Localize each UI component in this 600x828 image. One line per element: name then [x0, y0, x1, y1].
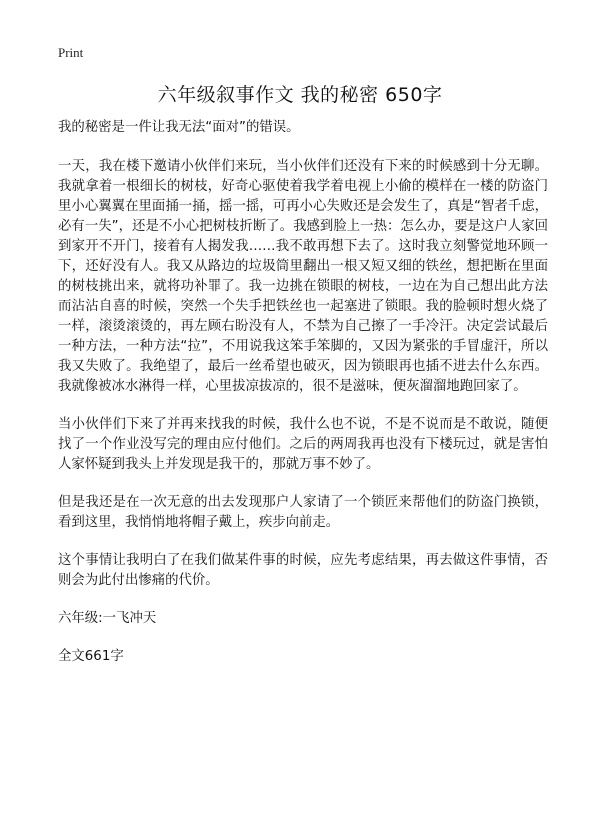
- paragraph-story: 一天，我在楼下邀请小伙伴们来玩，当小伙伴们还没有下来的时候感到十分无聊。我就拿着一根细长的树枝，好奇心驱使着我学着电视上小偷的模样在一楼的防盗门里小心翼翼在里面捅一捅，摇一摇，可再小心失败还是会发生了，真是“智者千虑，必有一失”，还是不小心把树枝折断了。我感到脸上一热：怎么办，要是这户人家回到家开不开门，接着有人揭发我……我不敢再想下去了。这时我立刻警觉地环顾一下，还好没有人。我又从路边的垃圾筒里翻出一根又短又细的铁丝，想把断在里面的树枝挑出来，就将功补罪了。我一边挑在锁眼的树枝，一边在为自己想出此方法而沾沾自喜的时候，突然一个失手把铁丝也一起塞进了锁眼。我的脸顿时想火烧了一样，滚烫滚烫的，再左顾右盼没有人，不禁为自己擦了一手冷汗。决定尝试最后一种方法，一种方法“拉”，不用说我这笨手笨脚的，又因为紧张的手冒虚汗，所以我又失败了。我绝望了，最后一丝希望也破灭，因为锁眼再也插不进去什么东西。我就像被冰水淋得一样，心里拔凉拔凉的，很不是滋味，便灰溜溜地跑回家了。: [58, 159, 548, 394]
- paragraph-lesson: 这个事情让我明白了在我们做某件事的时候，应先考虑结果，再去做这件事情，否则会为此付出惨痛的代价。: [58, 553, 548, 588]
- print-link[interactable]: Print: [58, 45, 84, 60]
- paragraph-intro: 我的秘密是一件让我无法“面对”的错误。: [58, 120, 300, 135]
- author-line: 六年级:一飞冲天: [58, 611, 157, 626]
- paragraph-aftermath: 当小伙伴们下来了并再来找我的时候，我什么也不说，不是不说而是不敢说，随便找了一个作业没写完的理由应付他们。之后的两周我再也没有下楼玩过，就是害怕人家怀疑到我头上并发现是我干的，那就万事不妙了。: [58, 417, 548, 472]
- paragraph-discovery: 但是我还是在一次无意的出去发现那户人家请了一个锁匠来帮他们的防盗门换锁，看到这里，我悄悄地将帽子戴上，疾步向前走。: [58, 495, 548, 530]
- page-title: 六年级叙事作文 我的秘密 650字: [157, 84, 443, 106]
- article-body: [58, 118, 548, 685]
- word-count: 全文661字: [58, 649, 124, 664]
